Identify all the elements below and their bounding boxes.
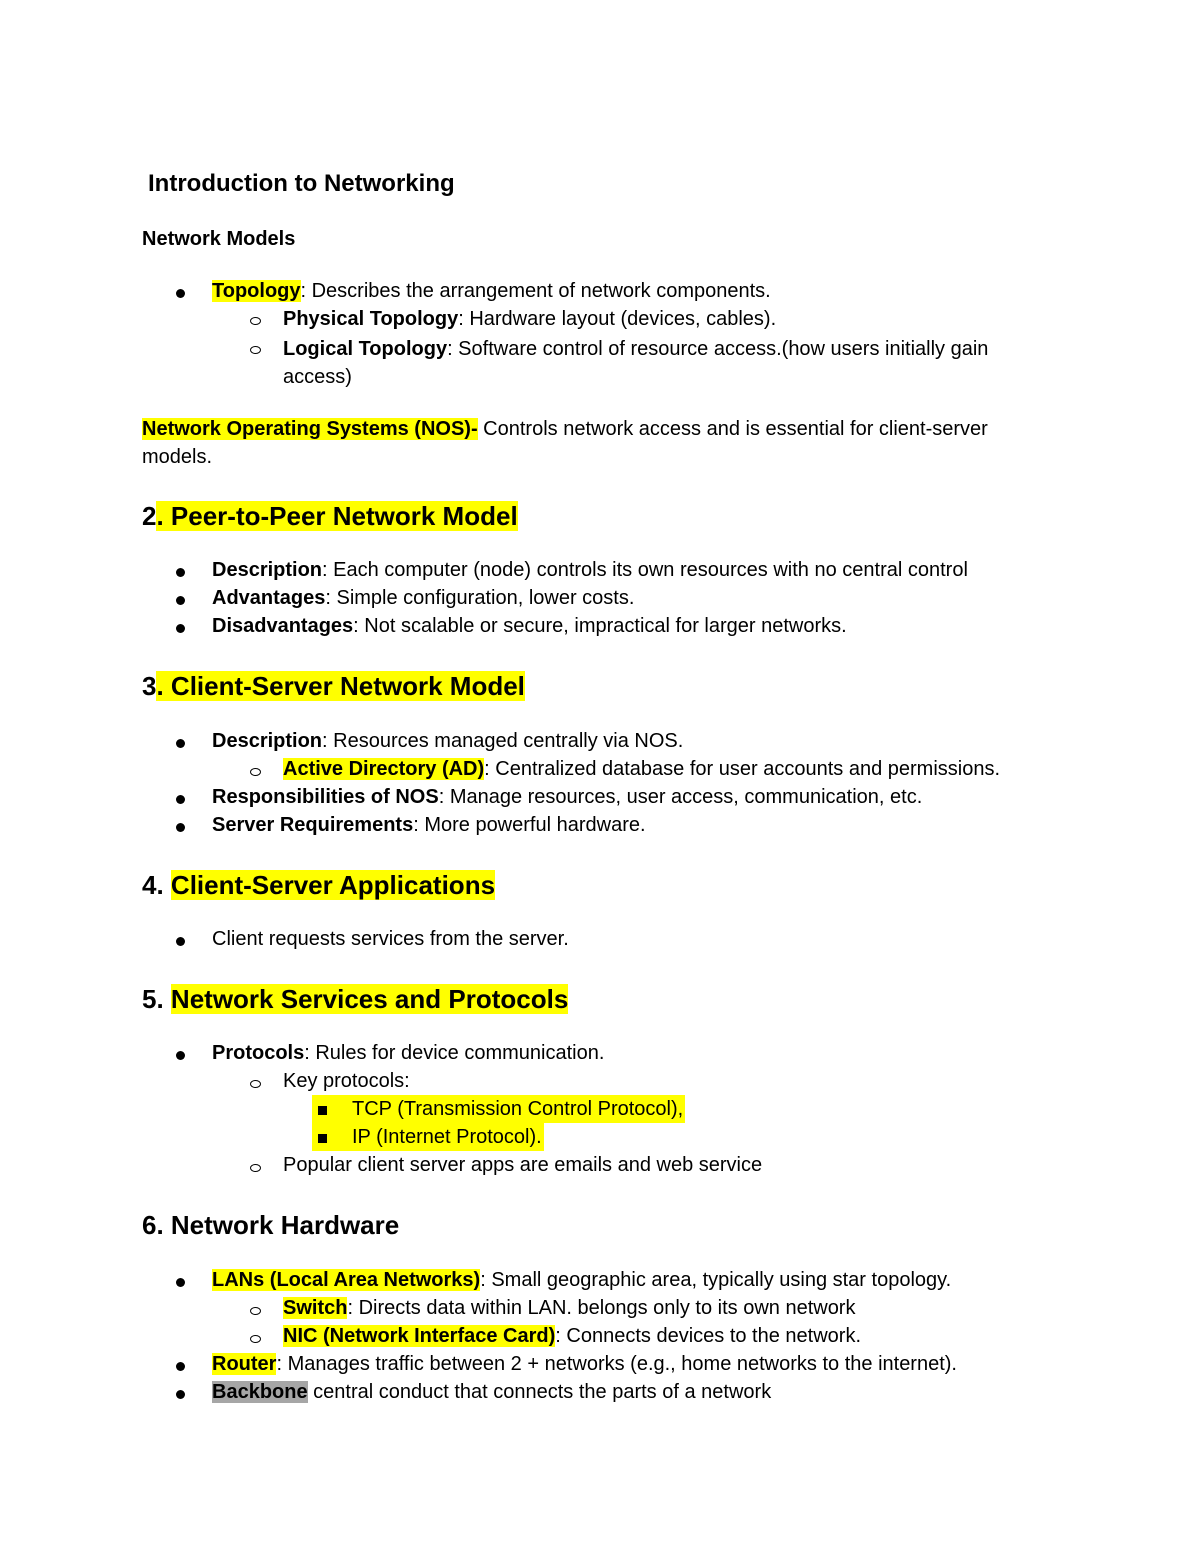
list-item-physical-topology	[283, 305, 776, 333]
bullet-circle-icon	[250, 305, 261, 333]
term-lans: LANs (Local Area Networks)	[212, 1269, 481, 1291]
list-item-cs-description	[212, 727, 683, 755]
term-advantages: Advantages	[212, 587, 326, 609]
backbone-text: central conduct that connects the parts of a network	[307, 1381, 772, 1403]
logical-topology-description: : Software control of resource access.(how users initially gain	[447, 338, 989, 360]
section-title: . Client-Server Network Model	[156, 671, 525, 701]
list-item-nos-responsibilities	[212, 783, 922, 811]
list-item-topology	[212, 277, 771, 305]
bullet-disc-icon	[176, 613, 185, 641]
term-disadvantages: Disadvantages	[212, 615, 354, 637]
list-item-lans	[212, 1266, 951, 1294]
bullet-disc-icon	[176, 1379, 185, 1407]
bullet-disc-icon	[176, 784, 185, 812]
bullet-circle-icon	[250, 1295, 261, 1323]
bullet-disc-icon	[176, 557, 185, 585]
term-router: Router	[212, 1353, 277, 1375]
nos-paragraph	[142, 415, 988, 443]
bullet-square-icon	[312, 1123, 352, 1151]
section-heading-client-server	[142, 669, 525, 703]
protocols-text: : Rules for device communication.	[304, 1042, 605, 1064]
cs-description-text: : Resources managed centrally via NOS.	[322, 730, 684, 752]
peer-advantages-text: : Simple configuration, lower costs.	[325, 587, 635, 609]
list-item-peer-advantages	[212, 584, 634, 612]
list-item-protocols	[212, 1039, 604, 1067]
list-item-peer-description	[212, 556, 968, 584]
term-server-requirements: Server Requirements	[212, 814, 414, 836]
list-item-active-directory	[283, 755, 1000, 783]
term-nos: Network Operating Systems (NOS)-	[142, 418, 478, 440]
bullet-disc-icon	[176, 1351, 185, 1379]
lans-text: : Small geographic area, typically using star topology.	[480, 1269, 952, 1291]
physical-topology-description: : Hardware layout (devices, cables).	[458, 308, 777, 330]
bullet-disc-icon	[176, 1267, 185, 1295]
term-switch: Switch	[283, 1297, 348, 1319]
term-protocols: Protocols	[212, 1042, 305, 1064]
active-directory-text: : Centralized database for user accounts and permissions.	[484, 758, 1001, 780]
term-nic: NIC (Network Interface Card)	[283, 1325, 556, 1347]
list-item-peer-disadvantages	[212, 612, 847, 640]
bullet-disc-icon	[176, 812, 185, 840]
section-title: Network Services and Protocols	[170, 984, 569, 1014]
logical-topology-continuation: access)	[283, 366, 352, 388]
bullet-circle-icon	[250, 1068, 261, 1096]
bullet-circle-icon	[250, 1152, 261, 1180]
term-backbone: Backbone	[212, 1381, 308, 1403]
section-heading-cs-applications	[142, 868, 495, 902]
page-title: Introduction to Networking	[148, 170, 455, 197]
term-responsibilities: Responsibilities of NOS	[212, 786, 439, 808]
tcp-text: TCP (Transmission Control Protocol),	[352, 1098, 684, 1120]
bullet-disc-icon	[176, 926, 185, 954]
ip-text: IP (Internet Protocol).	[352, 1126, 542, 1148]
section-heading-services-protocols	[142, 982, 568, 1016]
server-requirements-text: : More powerful hardware.	[413, 814, 646, 836]
switch-text: : Directs data within LAN. belongs only to its own network	[347, 1297, 856, 1319]
term-description: Description	[212, 730, 323, 752]
peer-description-text: : Each computer (node) controls its own resources with no central control	[322, 559, 968, 581]
section-number: 5.	[142, 984, 171, 1014]
nos-continuation: models.	[142, 446, 213, 468]
term-description: Description	[212, 559, 323, 581]
section-title: . Peer-to-Peer Network Model	[156, 501, 518, 531]
peer-disadvantages-text: : Not scalable or secure, impractical for larger networks.	[353, 615, 847, 637]
list-item-key-protocols: Key protocols:	[283, 1070, 410, 1092]
list-item-popular-apps: Popular client server apps are emails and web service	[283, 1154, 763, 1176]
nic-text: : Connects devices to the network.	[555, 1325, 861, 1347]
responsibilities-text: : Manage resources, user access, communication, etc.	[438, 786, 923, 808]
list-item-nic	[283, 1322, 861, 1350]
list-item-server-requirements	[212, 811, 646, 839]
term-active-directory: Active Directory (AD)	[283, 758, 485, 780]
bullet-circle-icon	[250, 756, 261, 784]
bullet-circle-icon	[250, 1323, 261, 1351]
bullet-disc-icon	[176, 585, 185, 613]
term-physical-topology: Physical Topology	[283, 308, 459, 330]
section-heading-network-models: Network Models	[142, 228, 296, 250]
list-item-router	[212, 1350, 957, 1378]
section-number: 4.	[142, 870, 171, 900]
list-item-backbone	[212, 1378, 771, 1406]
bullet-square-icon	[312, 1095, 352, 1123]
nos-description: Controls network access and is essential for client-server	[477, 418, 988, 440]
bullet-disc-icon	[176, 728, 185, 756]
section-title: Client-Server Applications	[170, 870, 496, 900]
bullet-disc-icon	[176, 278, 185, 306]
section-number: 2	[142, 501, 157, 531]
topology-description: : Describes the arrangement of network components.	[300, 280, 771, 302]
router-text: : Manages traffic between 2 + networks (e.g., home networks to the internet).	[276, 1353, 957, 1375]
term-logical-topology: Logical Topology	[283, 338, 448, 360]
section-heading-peer-to-peer	[142, 499, 518, 533]
list-item-ip	[312, 1123, 544, 1151]
section-number: 3	[142, 671, 157, 701]
list-item-client-requests: Client requests services from the server.	[212, 928, 569, 950]
section-heading-network-hardware: 6. Network Hardware	[142, 1210, 400, 1240]
list-item-switch	[283, 1294, 855, 1322]
bullet-disc-icon	[176, 1040, 185, 1068]
list-item-tcp	[312, 1095, 685, 1123]
list-item-logical-topology	[283, 335, 988, 363]
term-topology: Topology	[212, 280, 301, 302]
bullet-circle-icon	[250, 334, 261, 362]
